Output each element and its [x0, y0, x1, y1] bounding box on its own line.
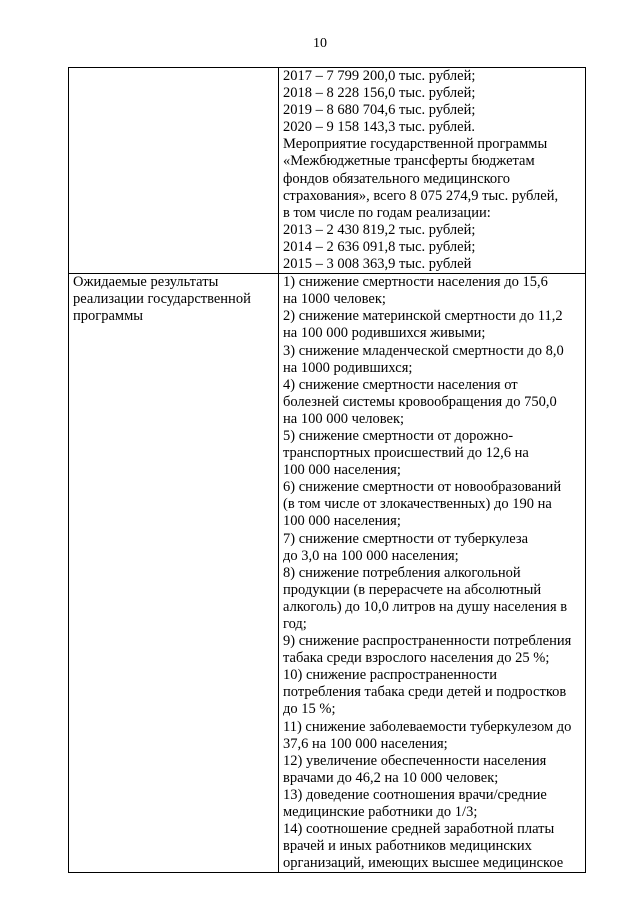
program-passport-table [68, 67, 586, 873]
text-line: 2017 – 7 799 200,0 тыс. рублей; [283, 68, 476, 84]
text-line: врачей и иных работников медицинских [283, 838, 532, 855]
text-line: потребления табака среди детей и подростков [283, 684, 567, 701]
text-line: Мероприятие государственной программы [283, 136, 548, 153]
text-line: в том числе по годам реализации: [283, 204, 491, 221]
text-line: алкоголь) до 10,0 литров на душу населения в [283, 598, 568, 615]
text-line: год; [283, 616, 307, 632]
text-line: 10) снижение распространенности [283, 667, 497, 684]
table-row-expected-results [69, 274, 586, 873]
text-line: 100 000 населения; [283, 513, 401, 530]
text-line: 7) снижение смертности от туберкулеза [283, 530, 529, 547]
text-line: 2014 – 2 636 091,8 тыс. рублей; [283, 238, 476, 255]
text-line: 2015 – 3 008 363,9 тыс. рублей [283, 256, 472, 273]
text-line: до 15 %; [283, 701, 336, 718]
text-line: 2018 – 8 228 156,0 тыс. рублей; [283, 85, 476, 102]
text-line: врачами до 46,2 на 10 000 человек; [283, 769, 499, 786]
text-line: 100 000 населения; [283, 462, 401, 479]
text-line: на 100 000 человек; [283, 410, 405, 427]
table-row-funding [69, 68, 586, 274]
text-line: 1) снижение смертности населения до 15,6 [283, 274, 548, 291]
text-line: 4) снижение смертности населения от [283, 376, 518, 393]
text-line: медицинские работники до 1/3; [283, 804, 478, 821]
row1-right-cell [279, 68, 586, 274]
row1-left-cell [69, 68, 279, 274]
text-line: 6) снижение смертности от новообразований [283, 479, 562, 496]
row2-right-cell [279, 274, 586, 873]
text-line: табака среди взрослого населения до 25 %; [283, 650, 550, 667]
text-line: до 3,0 на 100 000 населения; [283, 547, 459, 564]
text-line: 2020 – 9 158 143,3 тыс. рублей. [283, 119, 475, 136]
text-line: на 1000 человек; [283, 291, 386, 308]
text-line: 9) снижение распространенности потребления [283, 633, 572, 650]
text-line: 8) снижение потребления алкогольной [283, 564, 521, 581]
row-heading-line: Ожидаемые результаты [73, 274, 219, 291]
text-line: страхования», всего 8 075 274,9 тыс. рублей, [283, 187, 559, 204]
text-line: на 100 000 родившихся живыми; [283, 325, 486, 342]
text-line: 2019 – 8 680 704,6 тыс. рублей; [283, 102, 476, 119]
text-line: болезней системы кровообращения до 750,0 [283, 393, 557, 410]
text-line: фондов обязательного медицинского [283, 170, 510, 187]
text-line: организаций, имеющих высшее медицинское [283, 855, 564, 872]
text-line: 13) доведение соотношения врачи/средние [283, 786, 547, 803]
text-line: транспортных происшествий до 12,6 на [283, 445, 529, 462]
text-line: 3) снижение младенческой смертности до 8,0 [283, 342, 564, 359]
row2-left-cell [69, 274, 279, 873]
text-line: 2) снижение материнской смертности до 11,2 [283, 308, 563, 325]
text-line: 37,6 на 100 000 населения; [283, 735, 448, 752]
text-line: 14) соотношение средней заработной платы [283, 821, 555, 838]
text-line: 12) увеличение обеспеченности населения [283, 752, 547, 769]
text-line: на 1000 родившихся; [283, 359, 413, 376]
text-line: «Межбюджетные трансферты бюджетам [283, 153, 535, 170]
page-number: 10 [313, 36, 327, 51]
text-line: (в том числе от злокачественных) до 190 на [283, 496, 552, 513]
row-heading-line: реализации государственной [73, 291, 251, 308]
row-heading-line: программы [73, 308, 143, 325]
text-line: 11) снижение заболеваемости туберкулезом до [283, 718, 572, 735]
text-line: 2013 – 2 430 819,2 тыс. рублей; [283, 221, 476, 238]
text-line: 5) снижение смертности от дорожно- [283, 427, 514, 444]
text-line: продукции (в перерасчете на абсолютный [283, 581, 542, 598]
